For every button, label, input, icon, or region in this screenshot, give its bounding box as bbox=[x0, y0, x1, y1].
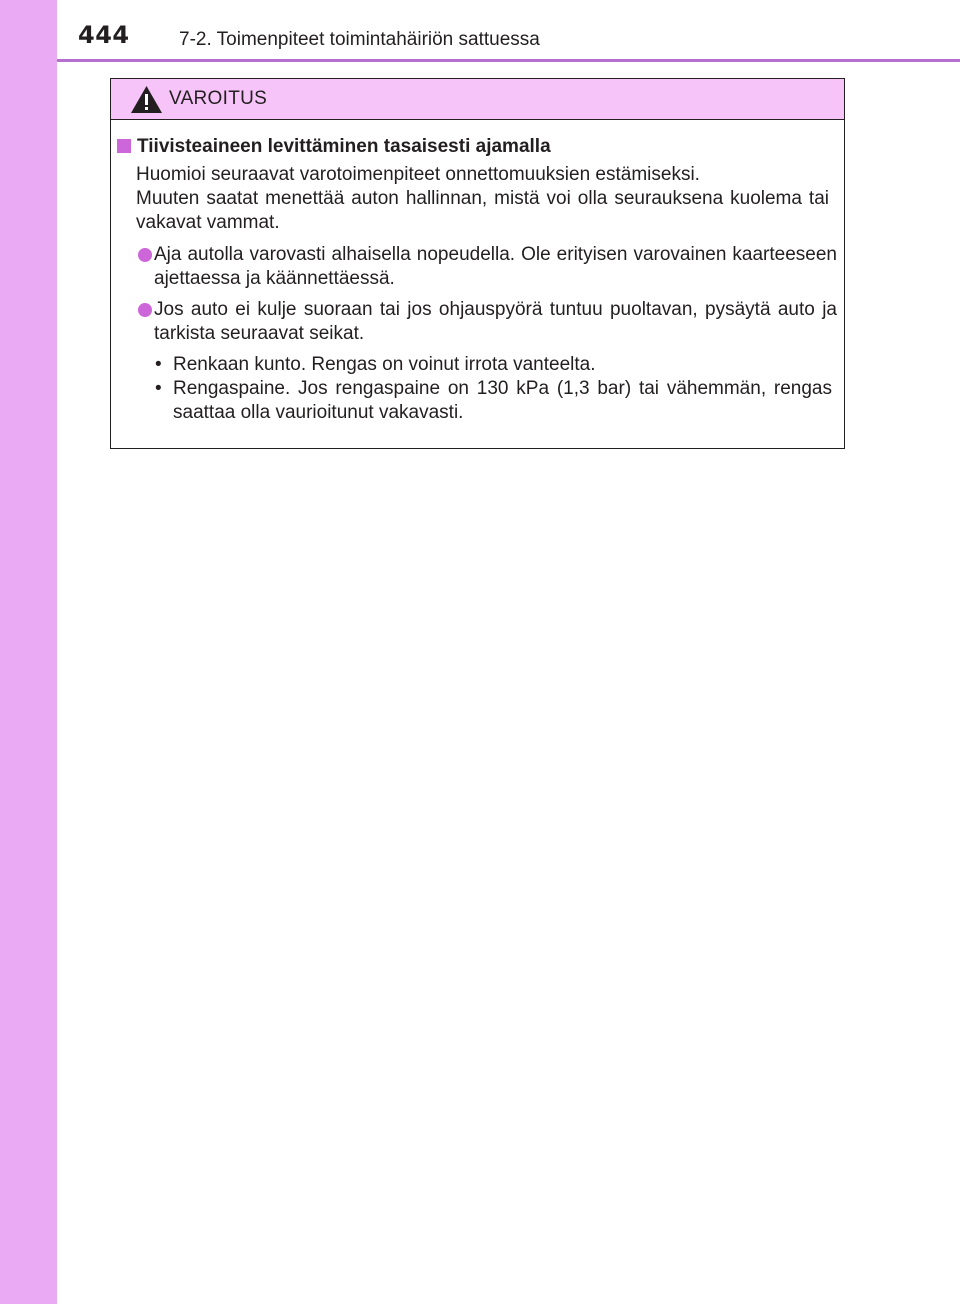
bullet-text: Aja autolla varovasti alhaisella nopeudella. Ole erityisen varovainen kaarteeseen ajettaessa ja käännettäessä. bbox=[154, 244, 837, 289]
intro-line: Huomioi seuraavat varotoimenpiteet onnettomuuksien estämiseksi. bbox=[136, 164, 700, 185]
header-divider bbox=[57, 59, 960, 62]
dot-bullet-icon: • bbox=[155, 354, 162, 375]
warning-heading-text: Tiivisteaineen levittäminen tasaisesti ajamalla bbox=[137, 136, 551, 157]
check-list-item bbox=[153, 377, 832, 425]
warning-box bbox=[110, 78, 845, 449]
check-list-item bbox=[153, 353, 832, 377]
check-list-text: Rengaspaine. Jos rengaspaine on 130 kPa (1,3 bar) tai vähemmän, rengas saattaa olla vaurioitunut vakavasti. bbox=[173, 378, 832, 423]
check-list-text: Renkaan kunto. Rengas on voinut irrota vanteelta. bbox=[173, 354, 596, 375]
bullet-item bbox=[136, 298, 837, 346]
warning-header bbox=[111, 79, 844, 120]
circle-bullet-icon bbox=[138, 248, 152, 262]
page-number: 444 bbox=[78, 21, 130, 49]
check-list bbox=[153, 353, 832, 425]
bullet-item bbox=[136, 243, 837, 291]
warning-heading bbox=[117, 136, 551, 158]
section-title: 7-2. Toimenpiteet toimintahäiriön sattuessa bbox=[179, 29, 540, 50]
bullet-text: Jos auto ei kulje suoraan tai jos ohjauspyörä tuntuu puoltavan, pysäytä auto ja tarkista seuraavat seikat. bbox=[154, 299, 837, 344]
warning-intro bbox=[136, 163, 829, 235]
side-tab-bar bbox=[0, 0, 57, 1304]
square-marker-icon bbox=[117, 139, 131, 153]
circle-bullet-icon bbox=[138, 303, 152, 317]
warning-label: VAROITUS bbox=[169, 88, 268, 109]
warning-triangle-icon bbox=[130, 85, 163, 114]
intro-line: Muuten saatat menettää auton hallinnan, mistä voi olla seurauksena kuolema tai vakavat vammat. bbox=[136, 188, 829, 233]
dot-bullet-icon: • bbox=[155, 378, 162, 399]
